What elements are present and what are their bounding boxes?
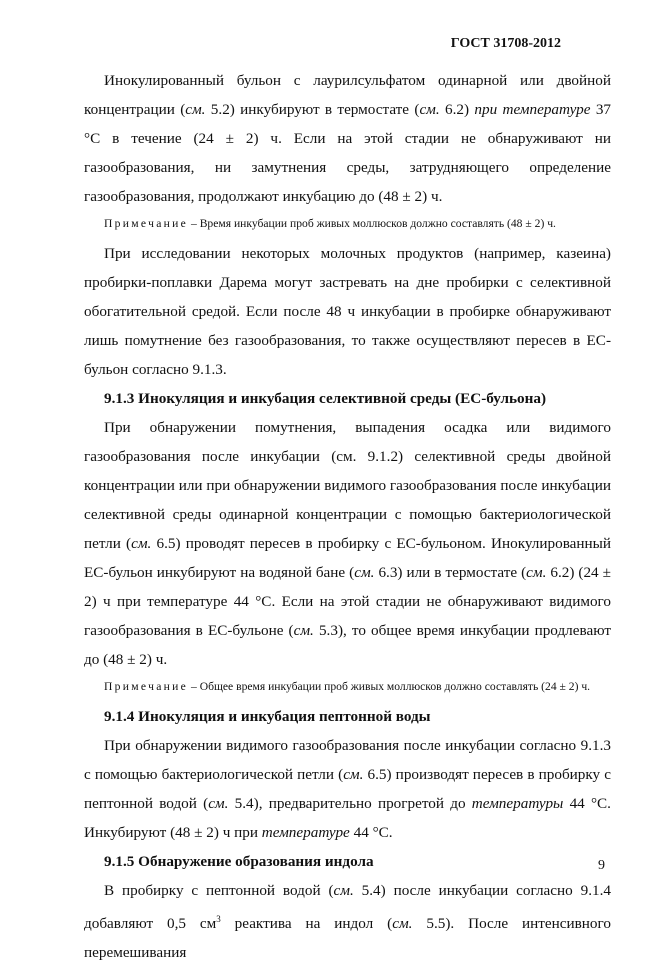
paragraph-incubation-broth: Инокулированный бульон с лаурилсульфатом одинарной или двойной концентрации (см. 5.2) инкубируют в термостате (см. 6.2) при температуре 37 °С в течение (24 ± 2) ч. Если на этой стадии не обнаруживают ни газообразования, ни замутнения среды, затрудняющего определение газообразования, продолжают инкубацию до (48 ± 2) ч. <box>84 72 612 205</box>
paragraph-dairy-products: При исследовании некоторых молочных продуктов (например, казеина) пробирки-поплавки Дарема могут застревать на дне пробирки с селективной обогатительной средой. Если после 48 ч инкубации в пробирке обнаруживают лишь помутнение без газообразования, то также осуществляют пересев в ЕС-бульон согласно 9.1.3. <box>84 245 611 378</box>
document-header: ГОСТ 31708-2012 <box>450 36 561 51</box>
section-heading-9-1-5: 9.1.5 Обнаружение образования индола <box>104 853 374 870</box>
page-content <box>84 66 611 967</box>
section-heading-9-1-4: 9.1.4 Инокуляция и инкубация пептонной воды <box>104 708 431 725</box>
page-number: 9 <box>598 858 605 873</box>
section-heading-9-1-3: 9.1.3 Инокуляция и инкубация селективной среды (ЕС-бульона) <box>104 390 547 407</box>
paragraph-indole-detection: В пробирку с пептонной водой (см. 5.4) после инкубации согласно 9.1.4 добавляют 0,5 $см^3$ реактива на индол (см. 5.5). После интенсивного перемешивания <box>84 882 611 962</box>
paragraph-peptone-water: При обнаружении видимого газообразования после инкубации согласно 9.1.3 с помощью бактериологической петли (см. 6.5) производят пересев в пробирку с пептонной водой (см. 5.4), предварительно прогретой до температуры 44 °С. Инкубируют (48 ± 2) ч при температуре 44 °С. <box>84 737 611 841</box>
paragraph-ec-broth: При обнаружении помутнения, выпадения осадка или видимого газообразования после инкубации (см. 9.1.2) селективной среды двойной концентрации или при обнаружении видимого газообразования после инкубации селективной среды одинарной концентрации с помощью бактериологической петли (см. 6.5) проводят пересев в пробирку с ЕС-бульоном. Инокулированный ЕС-бульон инкубируют на водяной бане (см. 6.3) или в термостате (см. 6.2) (24 ± 2) ч при температуре 44 °С. Если на этой стадии не обнаруживают видимого газообразования в ЕС-бульоне (см. 5.3), то общее время инкубации продлевают до (48 ± 2) ч. <box>84 419 611 668</box>
note-total-incubation: Примечание – Общее время инкубации проб живых моллюсков должно составлять (24 ± 2) ч. <box>104 680 591 693</box>
note-mollusc-incubation: Примечание – Время инкубации проб живых моллюсков должно составлять (48 ± 2) ч. <box>104 217 556 230</box>
